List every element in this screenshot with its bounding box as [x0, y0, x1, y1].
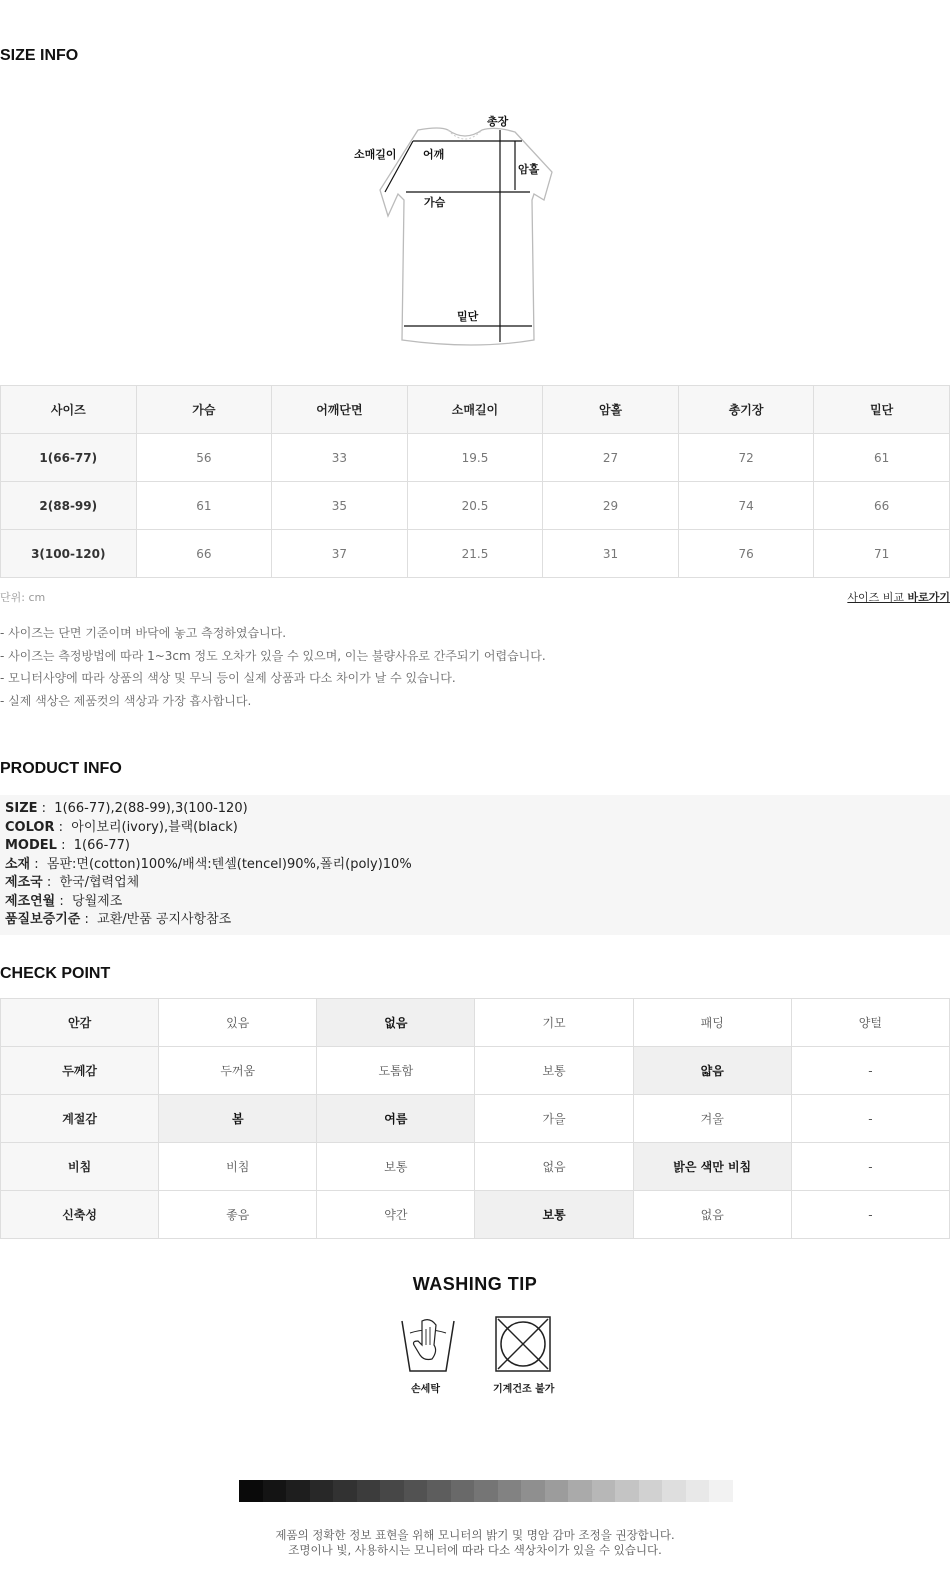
- product-info-key: COLOR: [5, 819, 55, 835]
- washing-tip-title: WASHING TIP: [412, 1274, 538, 1294]
- size-compare-prefix: 사이즈 비교: [847, 591, 908, 604]
- table-header: 소매길이: [407, 386, 543, 434]
- label-armhole: 암홀: [518, 163, 540, 176]
- check-option: 약간: [317, 1191, 475, 1239]
- gray-swatch: [615, 1480, 639, 1502]
- table-cell: 66: [814, 482, 950, 530]
- gray-swatch: [286, 1480, 310, 1502]
- check-option: 도톰함: [317, 1047, 475, 1095]
- table-row: [1, 482, 950, 530]
- product-info-title: PRODUCT INFO: [0, 760, 122, 777]
- product-info-value: 아이보리(ivory),블랙(black): [71, 819, 238, 835]
- gray-swatch: [592, 1480, 616, 1502]
- check-row: [1, 999, 950, 1047]
- check-row: [1, 1047, 950, 1095]
- product-info-value: 1(66-77): [73, 838, 130, 853]
- monitor-note: [0, 1528, 950, 1558]
- table-cell: 2(88-99): [1, 482, 137, 530]
- check-row-label: 두께감: [1, 1047, 159, 1095]
- table-cell: 1(66-77): [1, 434, 137, 482]
- check-option: 봄: [159, 1095, 317, 1143]
- hand-wash-label: 손세탁: [411, 1384, 440, 1395]
- product-info-value: 한국/협력업체: [59, 875, 140, 890]
- table-row: [1, 434, 950, 482]
- check-option: 가을: [475, 1095, 633, 1143]
- check-row: [1, 1095, 950, 1143]
- table-header: 사이즈: [1, 386, 137, 434]
- product-info-row: SIZE : 1(66-77),2(88-99),3(100-120): [5, 801, 248, 816]
- table-row: [1, 530, 950, 578]
- note-line: - 실제 색상은 제품컷의 색상과 가장 흡사합니다.: [0, 693, 252, 708]
- gray-swatch: [686, 1480, 710, 1502]
- check-option: -: [791, 1095, 949, 1143]
- table-cell: 27: [543, 434, 679, 482]
- size-compare-shortcut[interactable]: 바로가기: [907, 591, 950, 604]
- check-row-label: 신축성: [1, 1191, 159, 1239]
- table-cell: 33: [272, 434, 408, 482]
- table-header: 어깨단면: [272, 386, 408, 434]
- table-header: 총기장: [678, 386, 814, 434]
- size-table: [0, 385, 950, 578]
- check-option: 없음: [317, 999, 475, 1047]
- gray-swatch: [474, 1480, 498, 1502]
- gray-swatch: [709, 1480, 733, 1502]
- check-option: 여름: [317, 1095, 475, 1143]
- gray-swatch: [639, 1480, 663, 1502]
- table-cell: 3(100-120): [1, 530, 137, 578]
- check-option: 없음: [475, 1143, 633, 1191]
- check-row-label: 비침: [1, 1143, 159, 1191]
- check-option: 보통: [475, 1047, 633, 1095]
- label-total-length: 총장: [487, 115, 509, 128]
- note-line: - 모니터사양에 따라 상품의 색상 및 무늬 등이 실제 상품과 다소 차이가 날 수 있습니다.: [0, 671, 456, 685]
- monitor-note-line-2: 조명이나 빛, 사용하시는 모니터에 따라 다소 색상차이가 있을 수 있습니다.: [288, 1543, 662, 1557]
- product-info-box: [0, 795, 950, 935]
- product-info-value: 몸판:면(cotton)100%/배색:텐셀(tencel)90%,폴리(poly)10%: [46, 856, 412, 872]
- note-line: - 사이즈는 단면 기준이며 바닥에 놓고 측정하였습니다.: [0, 626, 287, 640]
- table-cell: 71: [814, 530, 950, 578]
- note-line: - 사이즈는 측정방법에 따라 1~3cm 정도 오차가 있을 수 있으며, 이는 불량사유로 간주되기 어렵습니다.: [0, 648, 546, 663]
- check-option: 없음: [633, 1191, 791, 1239]
- check-option: 두꺼움: [159, 1047, 317, 1095]
- check-option: 보통: [475, 1191, 633, 1239]
- gray-swatch: [239, 1480, 263, 1502]
- product-info-row: 제조연월 : 당월제조: [5, 893, 123, 909]
- table-cell: 56: [136, 434, 272, 482]
- hand-wash-icon: [400, 1315, 456, 1375]
- gray-swatch: [568, 1480, 592, 1502]
- table-cell: 66: [136, 530, 272, 578]
- size-compare-link[interactable]: [847, 589, 950, 605]
- check-option: 있음: [159, 999, 317, 1047]
- check-option: 패딩: [633, 999, 791, 1047]
- check-option: 밝은 색만 비침: [633, 1143, 791, 1191]
- size-notes: [0, 622, 546, 712]
- check-option: -: [791, 1191, 949, 1239]
- gray-swatch: [333, 1480, 357, 1502]
- gray-swatch: [310, 1480, 334, 1502]
- size-info-title: SIZE INFO: [0, 47, 79, 64]
- table-cell: 61: [814, 434, 950, 482]
- product-info-key: 제조연월: [5, 893, 56, 909]
- product-info-key: 품질보증기준: [5, 912, 81, 927]
- check-point-title: CHECK POINT: [0, 965, 111, 982]
- check-option: 기모: [475, 999, 633, 1047]
- gray-swatch: [427, 1480, 451, 1502]
- gray-swatch: [404, 1480, 428, 1502]
- table-cell: 76: [678, 530, 814, 578]
- check-option: 좋음: [159, 1191, 317, 1239]
- check-option: 보통: [317, 1143, 475, 1191]
- gray-swatch: [662, 1480, 686, 1502]
- product-info-key: 제조국: [5, 875, 43, 890]
- check-option: -: [791, 1047, 949, 1095]
- unit-label: 단위: cm: [0, 591, 46, 604]
- product-info-row: 소재 : 몸판:면(cotton)100%/배색:텐셀(tencel)90%,폴리(poly)10%: [5, 856, 412, 872]
- label-chest: 가슴: [424, 196, 446, 209]
- gray-swatch: [357, 1480, 381, 1502]
- label-shoulder: 어깨: [423, 148, 445, 161]
- gray-swatch: [451, 1480, 475, 1502]
- table-cell: 21.5: [407, 530, 543, 578]
- product-info-row: 제조국 : 한국/협력업체: [5, 875, 140, 890]
- grayscale-swatch-bar: [239, 1480, 733, 1502]
- check-row-label: 계절감: [1, 1095, 159, 1143]
- table-cell: 72: [678, 434, 814, 482]
- table-header: 가슴: [136, 386, 272, 434]
- product-info-key: 소재: [5, 856, 31, 872]
- gray-swatch: [498, 1480, 522, 1502]
- product-info-row: COLOR : 아이보리(ivory),블랙(black): [5, 819, 238, 835]
- gray-swatch: [545, 1480, 569, 1502]
- check-option: 얇음: [633, 1047, 791, 1095]
- monitor-note-line-1: 제품의 정확한 정보 표현을 위해 모니터의 밝기 및 명암 감마 조정을 권장합니다.: [275, 1528, 675, 1542]
- table-cell: 74: [678, 482, 814, 530]
- gray-swatch: [380, 1480, 404, 1502]
- table-cell: 31: [543, 530, 679, 578]
- product-info-value: 당월제조: [72, 893, 123, 909]
- check-option: -: [791, 1143, 949, 1191]
- check-point-table: [0, 998, 950, 1239]
- table-header: 밑단: [814, 386, 950, 434]
- table-cell: 61: [136, 482, 272, 530]
- table-header: 암홀: [543, 386, 679, 434]
- product-info-row: 품질보증기준 : 교환/반품 공지사항참조: [5, 912, 232, 927]
- product-info-value: 교환/반품 공지사항참조: [97, 912, 232, 927]
- table-cell: 29: [543, 482, 679, 530]
- product-info-value: 1(66-77),2(88-99),3(100-120): [54, 801, 248, 816]
- product-info-row: MODEL : 1(66-77): [5, 838, 130, 853]
- no-tumble-dry-icon: [494, 1315, 552, 1373]
- check-option: 비침: [159, 1143, 317, 1191]
- check-row: [1, 1143, 950, 1191]
- check-row-label: 안감: [1, 999, 159, 1047]
- no-tumble-dry-label: 기계건조 불가: [493, 1384, 555, 1395]
- check-option: 겨울: [633, 1095, 791, 1143]
- table-cell: 37: [272, 530, 408, 578]
- label-hem: 밑단: [457, 310, 479, 323]
- product-info-key: SIZE: [5, 801, 38, 816]
- gray-swatch: [521, 1480, 545, 1502]
- size-diagram: [340, 108, 580, 353]
- size-table-header-row: [1, 386, 950, 434]
- check-row: [1, 1191, 950, 1239]
- gray-swatch: [263, 1480, 287, 1502]
- product-info-key: MODEL: [5, 838, 57, 853]
- check-option: 양털: [791, 999, 949, 1047]
- label-sleeve-length: 소매길이: [354, 148, 397, 161]
- table-cell: 35: [272, 482, 408, 530]
- table-cell: 19.5: [407, 434, 543, 482]
- table-cell: 20.5: [407, 482, 543, 530]
